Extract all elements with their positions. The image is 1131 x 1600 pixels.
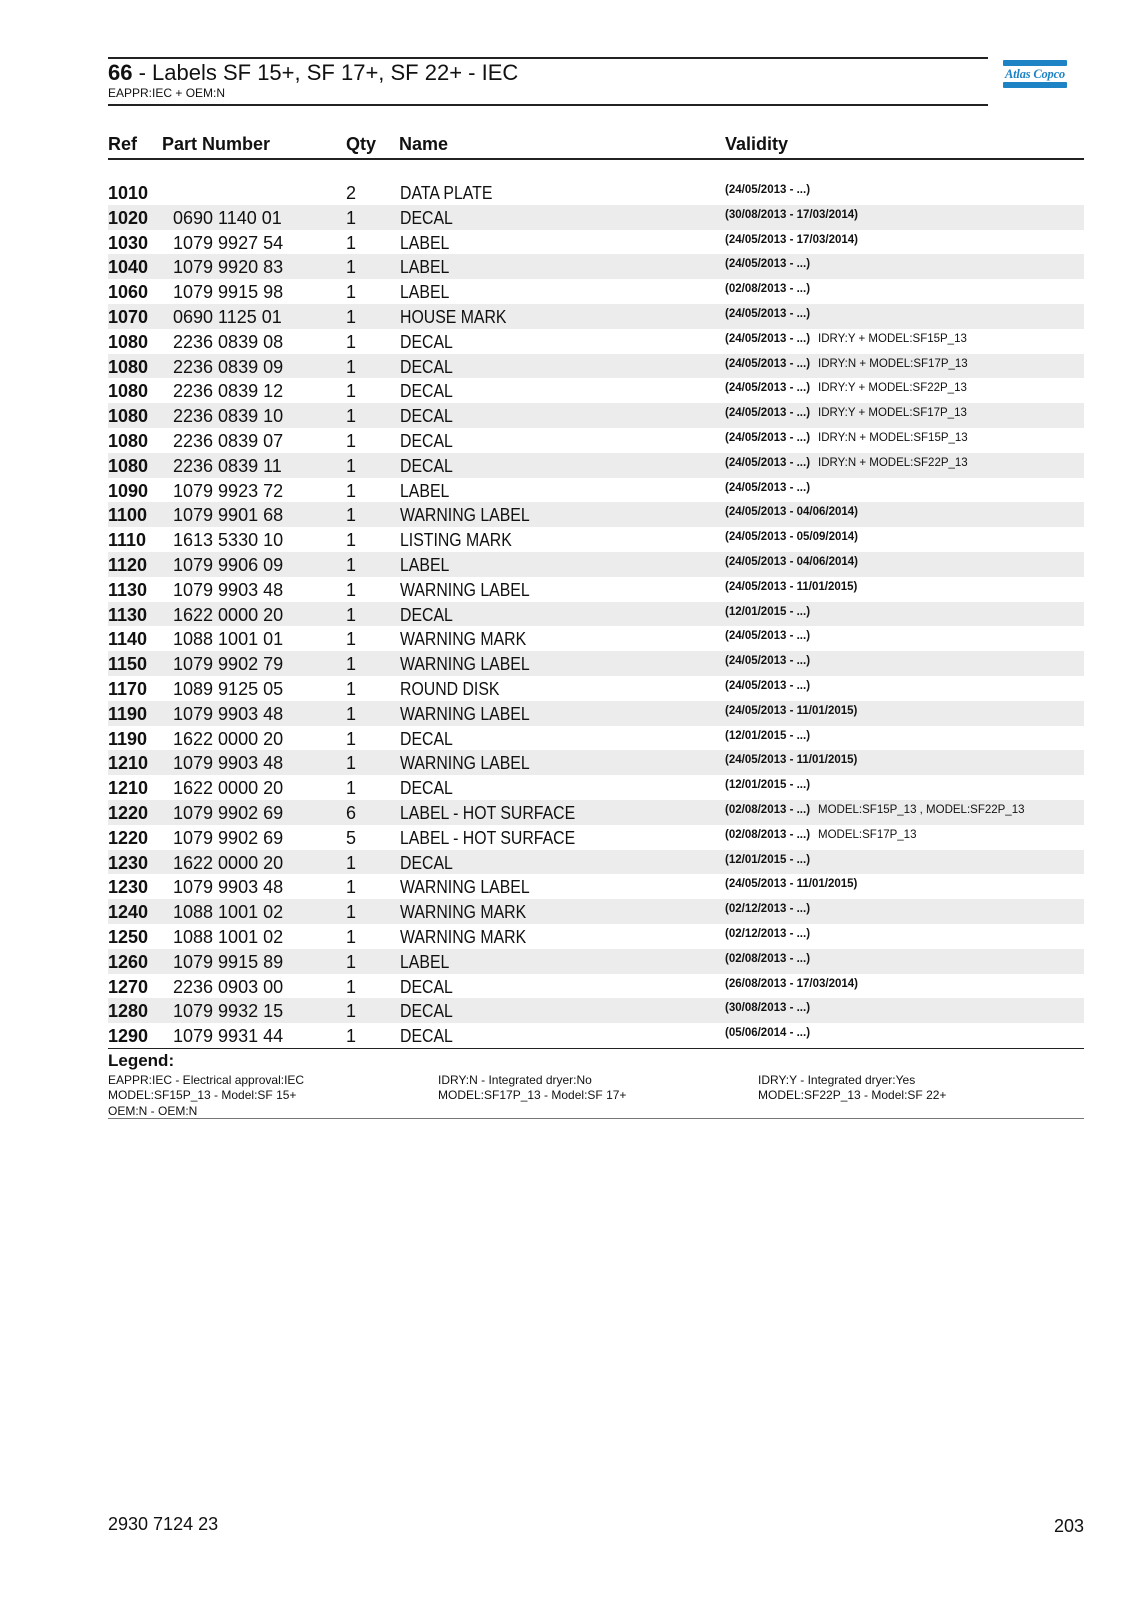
table-cell-name: LABEL - HOT SURFACE xyxy=(400,802,576,823)
table-cell-ref: 1060 xyxy=(108,282,149,303)
validity-date-range: (24/05/2013 - 04/06/2014) xyxy=(725,555,858,568)
validity-date-range: (24/05/2013 - ...) xyxy=(725,655,811,668)
table-cell-part-number: 2236 0839 08 xyxy=(173,331,284,352)
table-cell-qty: 1 xyxy=(346,1026,357,1047)
validity-date-range: (02/12/2013 - ...) xyxy=(725,927,811,940)
table-cell-ref: 1090 xyxy=(108,480,149,501)
table-cell-name: DATA PLATE xyxy=(400,183,493,203)
page-header xyxy=(108,57,988,106)
validity-date-range: (24/05/2013 - ...) xyxy=(725,357,811,370)
table-cell-part-number: 2236 0839 07 xyxy=(173,430,284,451)
table-row xyxy=(108,850,1084,875)
legend-entry: EAPPR:IEC - Electrical approval:IEC xyxy=(108,1072,305,1087)
table-cell-ref: 1110 xyxy=(108,530,147,551)
table-row xyxy=(108,354,1084,379)
table-cell-name: DECAL xyxy=(400,976,453,997)
table-cell-ref: 1240 xyxy=(108,902,149,923)
table-cell-ref: 1100 xyxy=(108,505,148,526)
table-cell-part-number: 1079 9923 72 xyxy=(173,480,284,501)
header-top-rule xyxy=(108,57,988,59)
table-cell-name: WARNING MARK xyxy=(400,926,527,947)
table-cell-part-number: 1079 9901 68 xyxy=(173,505,284,526)
table-cell-name: DECAL xyxy=(400,604,453,625)
validity-date-range: (24/05/2013 - ...) xyxy=(725,258,811,271)
table-row xyxy=(108,230,1084,255)
col-part-number: Part Number xyxy=(162,134,271,154)
logo-text: Atlas Copco xyxy=(1005,67,1065,81)
table-row xyxy=(108,651,1084,676)
table-cell-part-number: 2236 0839 11 xyxy=(173,455,282,476)
table-cell-name: WARNING MARK xyxy=(400,629,527,650)
validity-date-range: (30/08/2013 - 17/03/2014) xyxy=(725,208,858,221)
table-cell-part-number: 1079 9931 44 xyxy=(173,1026,284,1047)
table-cell-qty: 1 xyxy=(346,505,357,526)
table-row xyxy=(108,949,1084,974)
table-cell-ref: 1010 xyxy=(108,183,149,203)
table-cell-qty: 1 xyxy=(346,554,357,575)
table-cell-validity xyxy=(725,531,858,543)
validity-date-range: (24/05/2013 - 05/09/2014) xyxy=(725,531,858,544)
table-cell-ref: 1280 xyxy=(108,1001,149,1022)
parts-table xyxy=(108,130,1084,1119)
table-cell-name: LABEL xyxy=(400,232,450,253)
table-cell-part-number: 1088 1001 01 xyxy=(173,629,284,650)
table-cell-part-number: 1079 9903 48 xyxy=(173,579,284,600)
logo-bottom-bar xyxy=(1003,82,1067,88)
table-cell-ref: 1080 xyxy=(108,381,149,402)
table-cell-name: DECAL xyxy=(400,728,453,749)
table-row xyxy=(108,502,1084,527)
validity-date-range: (24/05/2013 - ...) xyxy=(725,407,811,420)
legend-entry: IDRY:N - Integrated dryer:No xyxy=(438,1072,592,1087)
table-cell-validity xyxy=(725,804,1025,816)
table-cell-qty: 1 xyxy=(346,306,357,327)
table-cell-name: WARNING LABEL xyxy=(400,753,530,774)
table-row xyxy=(108,825,1084,850)
table-cell-name: DECAL xyxy=(400,381,453,402)
legend-entry: MODEL:SF17P_13 - Model:SF 17+ xyxy=(438,1088,627,1103)
table-cell-qty: 1 xyxy=(346,381,357,402)
table-row xyxy=(108,329,1084,354)
atlas-copco-logo xyxy=(1003,60,1067,94)
table-cell-qty: 1 xyxy=(346,232,357,253)
table-cell-validity xyxy=(725,854,810,866)
validity-date-range: (24/05/2013 - ...) xyxy=(725,679,811,692)
table-cell-part-number: 1622 0000 20 xyxy=(173,778,284,799)
table-row xyxy=(108,974,1084,999)
validity-date-range: (24/05/2013 - ...) xyxy=(725,630,811,643)
table-cell-part-number: 1088 1001 02 xyxy=(173,902,284,923)
table-cell-ref: 1040 xyxy=(108,257,149,278)
table-cell-validity xyxy=(725,457,968,469)
validity-date-range: (24/05/2013 - ...) xyxy=(725,431,811,444)
legend-entry: MODEL:SF15P_13 - Model:SF 15+ xyxy=(108,1088,297,1103)
table-cell-validity xyxy=(725,779,810,791)
table-cell-name: DECAL xyxy=(400,430,453,451)
table-cell-ref: 1190 xyxy=(108,703,148,724)
validity-date-range: (02/08/2013 - ...) xyxy=(725,828,811,841)
table-cell-part-number: 1079 9902 69 xyxy=(173,827,284,848)
table-cell-ref: 1080 xyxy=(108,406,149,427)
table-cell-qty: 1 xyxy=(346,728,357,749)
table-cell-name: DECAL xyxy=(400,207,453,228)
table-row xyxy=(108,800,1084,825)
table-cell-part-number: 1079 9906 09 xyxy=(173,554,284,575)
table-cell-name: ROUND DISK xyxy=(400,678,500,699)
validity-date-range: (24/05/2013 - 11/01/2015) xyxy=(725,580,858,593)
validity-date-range: (24/05/2013 - ...) xyxy=(725,332,811,345)
legend xyxy=(108,1048,1084,1119)
table-cell-validity xyxy=(725,258,810,270)
validity-date-range: (12/01/2015 - ...) xyxy=(725,729,811,742)
table-cell-ref: 1080 xyxy=(108,430,149,451)
validity-date-range: (24/05/2013 - ...) xyxy=(725,382,811,395)
table-cell-ref: 1260 xyxy=(108,951,149,972)
table-cell-validity xyxy=(725,1002,810,1014)
table-row xyxy=(108,924,1084,949)
legend-entry: IDRY:Y - Integrated dryer:Yes xyxy=(758,1072,916,1087)
table-cell-qty: 1 xyxy=(346,852,357,873)
table-cell-name: WARNING LABEL xyxy=(400,703,530,724)
table-cell-name: DECAL xyxy=(400,331,453,352)
validity-model-condition: MODEL:SF17P_13 xyxy=(818,828,917,841)
table-cell-qty: 1 xyxy=(346,877,357,898)
table-row xyxy=(108,428,1084,453)
table-cell-name: WARNING LABEL xyxy=(400,579,530,600)
table-cell-qty: 1 xyxy=(346,629,357,650)
table-row xyxy=(108,874,1084,899)
table-cell-qty: 6 xyxy=(346,802,357,823)
table-cell-validity xyxy=(725,754,857,766)
validity-date-range: (02/08/2013 - ...) xyxy=(725,283,811,296)
table-cell-qty: 1 xyxy=(346,406,357,427)
table-cell-part-number: 1079 9915 89 xyxy=(173,951,284,972)
table-cell-qty: 5 xyxy=(346,827,357,848)
validity-date-range: (02/08/2013 - ...) xyxy=(725,803,811,816)
table-cell-validity xyxy=(725,556,858,568)
section-title: - Labels SF 15+, SF 17+, SF 22+ - IEC xyxy=(132,60,519,85)
table-cell-validity xyxy=(725,978,858,990)
table-cell-qty: 1 xyxy=(346,430,357,451)
table-cell-ref: 1130 xyxy=(108,604,148,625)
table-cell-name: LABEL xyxy=(400,257,450,278)
document-number: 2930 7124 23 xyxy=(108,1514,219,1534)
table-cell-qty: 1 xyxy=(346,455,357,476)
legend-entry: OEM:N - OEM:N xyxy=(108,1103,198,1118)
section-number: 66 xyxy=(108,60,133,85)
validity-date-range: (12/01/2015 - ...) xyxy=(725,605,811,618)
table-cell-part-number: 0690 1140 01 xyxy=(173,207,282,228)
table-cell-validity xyxy=(725,407,967,419)
page-title xyxy=(108,60,988,86)
table-row xyxy=(108,750,1084,775)
table-cell-validity xyxy=(725,308,810,320)
table-cell-part-number: 1079 9932 15 xyxy=(173,1001,284,1022)
col-validity: Validity xyxy=(725,134,789,154)
legend-entry: MODEL:SF22P_13 - Model:SF 22+ xyxy=(758,1088,947,1103)
table-row xyxy=(108,478,1084,503)
validity-date-range: (02/08/2013 - ...) xyxy=(725,952,811,965)
table-cell-part-number: 1079 9902 79 xyxy=(173,654,284,675)
table-cell-validity xyxy=(725,928,810,940)
table-cell-qty: 1 xyxy=(346,902,357,923)
table-cell-validity xyxy=(725,209,858,221)
table-cell-qty: 1 xyxy=(346,703,357,724)
table-cell-ref: 1130 xyxy=(108,579,148,600)
validity-date-range: (12/01/2015 - ...) xyxy=(725,779,811,792)
table-cell-validity xyxy=(725,482,810,494)
table-cell-validity xyxy=(725,606,810,618)
table-cell-part-number: 1613 5330 10 xyxy=(173,530,284,551)
table-cell-part-number: 1622 0000 20 xyxy=(173,604,284,625)
validity-model-condition: MODEL:SF15P_13 , MODEL:SF22P_13 xyxy=(818,803,1025,816)
table-cell-qty: 1 xyxy=(346,282,357,303)
validity-model-condition: IDRY:N + MODEL:SF17P_13 xyxy=(818,357,968,370)
table-cell-part-number: 1079 9903 48 xyxy=(173,877,284,898)
validity-model-condition: IDRY:Y + MODEL:SF17P_13 xyxy=(818,407,967,420)
table-cell-part-number: 1622 0000 20 xyxy=(173,852,284,873)
table-cell-validity xyxy=(725,581,857,593)
validity-date-range: (02/12/2013 - ...) xyxy=(725,903,811,916)
validity-date-range: (24/05/2013 - ...) xyxy=(725,307,811,320)
legend-col-3 xyxy=(758,1073,946,1104)
table-cell-validity xyxy=(725,953,810,965)
legend-col-1 xyxy=(108,1073,304,1120)
page-number: 203 xyxy=(1053,1516,1084,1536)
table-cell-validity xyxy=(725,705,857,717)
table-cell-validity xyxy=(725,903,810,915)
table-row xyxy=(108,279,1084,304)
table-cell-qty: 2 xyxy=(346,183,357,203)
table-cell-part-number: 1079 9920 83 xyxy=(173,257,284,278)
table-cell-name: DECAL xyxy=(400,1026,453,1047)
table-cell-validity xyxy=(725,1027,810,1039)
table-cell-ref: 1020 xyxy=(108,207,149,228)
table-cell-qty: 1 xyxy=(346,778,357,799)
table-cell-validity xyxy=(725,333,967,345)
table-cell-name: LABEL xyxy=(400,554,450,575)
table-row xyxy=(108,998,1084,1023)
validity-date-range: (24/05/2013 - 04/06/2014) xyxy=(725,506,858,519)
legend-title: Legend: xyxy=(108,1050,175,1070)
validity-model-condition: IDRY:N + MODEL:SF15P_13 xyxy=(818,431,968,444)
header-bottom-rule xyxy=(108,104,988,106)
table-cell-qty: 1 xyxy=(346,926,357,947)
table-cell-qty: 1 xyxy=(346,678,357,699)
table-cell-name: WARNING LABEL xyxy=(400,505,530,526)
table-cell-ref: 1220 xyxy=(108,802,149,823)
table-cell-part-number: 1088 1001 02 xyxy=(173,926,284,947)
table-row xyxy=(108,626,1084,651)
table-cell-validity xyxy=(725,680,810,692)
table-cell-validity xyxy=(725,730,810,742)
validity-date-range: (12/01/2015 - ...) xyxy=(725,853,811,866)
table-cell-ref: 1190 xyxy=(108,728,148,749)
validity-model-condition: IDRY:Y + MODEL:SF15P_13 xyxy=(818,332,967,345)
table-cell-ref: 1220 xyxy=(108,827,149,848)
table-cell-validity xyxy=(725,829,916,841)
table-row xyxy=(108,676,1084,701)
col-name: Name xyxy=(399,134,449,154)
page-subtitle: EAPPR:IEC + OEM:N xyxy=(108,86,226,100)
table-cell-qty: 1 xyxy=(346,356,357,377)
validity-date-range: (24/05/2013 - 11/01/2015) xyxy=(725,754,858,767)
table-cell-qty: 1 xyxy=(346,753,357,774)
table-cell-validity xyxy=(725,630,810,642)
table-cell-qty: 1 xyxy=(346,1001,357,1022)
table-cell-part-number: 1079 9903 48 xyxy=(173,703,284,724)
table-cell-ref: 1210 xyxy=(108,778,149,799)
table-cell-validity xyxy=(725,283,810,295)
table-row xyxy=(108,180,1084,205)
table-cell-name: LISTING MARK xyxy=(400,530,512,551)
table-cell-qty: 1 xyxy=(346,604,357,625)
table-cell-ref: 1170 xyxy=(108,678,148,699)
table-row xyxy=(108,254,1084,279)
validity-date-range: (24/05/2013 - 11/01/2015) xyxy=(725,704,858,717)
table-cell-qty: 1 xyxy=(346,654,357,675)
table-cell-name: DECAL xyxy=(400,852,453,873)
table-cell-part-number: 1079 9915 98 xyxy=(173,282,284,303)
table-cell-ref: 1210 xyxy=(108,753,149,774)
table-cell-qty: 1 xyxy=(346,331,357,352)
table-row xyxy=(108,1023,1084,1048)
table-cell-part-number: 1089 9125 05 xyxy=(173,678,284,699)
table-cell-ref: 1120 xyxy=(108,554,148,575)
col-qty: Qty xyxy=(346,134,377,154)
table-cell-qty: 1 xyxy=(346,530,357,551)
table-row xyxy=(108,899,1084,924)
validity-date-range: (05/06/2014 - ...) xyxy=(725,1027,811,1040)
table-row xyxy=(108,205,1084,230)
table-row xyxy=(108,527,1084,552)
table-cell-part-number: 1079 9902 69 xyxy=(173,802,284,823)
table-cell-qty: 1 xyxy=(346,579,357,600)
validity-date-range: (26/08/2013 - 17/03/2014) xyxy=(725,977,858,990)
validity-date-range: (24/05/2013 - 17/03/2014) xyxy=(725,233,858,246)
table-cell-name: DECAL xyxy=(400,778,453,799)
table-cell-name: LABEL xyxy=(400,282,450,303)
table-cell-validity xyxy=(725,358,968,370)
table-cell-name: WARNING LABEL xyxy=(400,654,530,675)
table-cell-validity xyxy=(725,184,810,196)
col-ref: Ref xyxy=(108,134,138,154)
table-cell-ref: 1070 xyxy=(108,306,149,327)
validity-date-range: (30/08/2013 - ...) xyxy=(725,1002,811,1015)
table-cell-ref: 1230 xyxy=(108,852,149,873)
table-cell-ref: 1080 xyxy=(108,356,149,377)
table-cell-ref: 1140 xyxy=(108,629,148,650)
table-cell-ref: 1290 xyxy=(108,1026,149,1047)
validity-date-range: (24/05/2013 - ...) xyxy=(725,456,811,469)
legend-col-2 xyxy=(438,1073,626,1104)
table-cell-name: LABEL - HOT SURFACE xyxy=(400,827,576,848)
table-cell-name: DECAL xyxy=(400,356,453,377)
table-cell-qty: 1 xyxy=(346,480,357,501)
table-cell-part-number: 2236 0839 09 xyxy=(173,356,284,377)
table-cell-qty: 1 xyxy=(346,951,357,972)
table-cell-ref: 1030 xyxy=(108,232,149,253)
table-row xyxy=(108,453,1084,478)
table-body xyxy=(108,180,1084,1048)
validity-date-range: (24/05/2013 - 11/01/2015) xyxy=(725,878,858,891)
table-row xyxy=(108,552,1084,577)
table-cell-validity xyxy=(725,234,858,246)
table-row xyxy=(108,378,1084,403)
table-cell-name: LABEL xyxy=(400,951,450,972)
table-row xyxy=(108,403,1084,428)
table-cell-ref: 1080 xyxy=(108,455,149,476)
table-row xyxy=(108,602,1084,627)
table-cell-part-number: 1079 9927 54 xyxy=(173,232,284,253)
table-cell-part-number: 2236 0903 00 xyxy=(173,976,284,997)
table-cell-ref: 1230 xyxy=(108,877,149,898)
table-cell-validity xyxy=(725,382,967,394)
table-cell-name: WARNING LABEL xyxy=(400,877,530,898)
table-cell-name: LABEL xyxy=(400,480,450,501)
table-row xyxy=(108,304,1084,329)
table-header xyxy=(108,130,1084,160)
table-cell-part-number: 1622 0000 20 xyxy=(173,728,284,749)
table-cell-ref: 1250 xyxy=(108,926,149,947)
table-row xyxy=(108,701,1084,726)
validity-model-condition: IDRY:N + MODEL:SF22P_13 xyxy=(818,456,968,469)
table-cell-part-number: 2236 0839 12 xyxy=(173,381,284,402)
table-row xyxy=(108,775,1084,800)
validity-date-range: (24/05/2013 - ...) xyxy=(725,481,811,494)
table-cell-validity xyxy=(725,506,858,518)
table-cell-part-number: 1079 9903 48 xyxy=(173,753,284,774)
table-cell-qty: 1 xyxy=(346,207,357,228)
table-cell-name: DECAL xyxy=(400,455,453,476)
validity-model-condition: IDRY:Y + MODEL:SF22P_13 xyxy=(818,382,967,395)
table-cell-part-number: 2236 0839 10 xyxy=(173,406,284,427)
table-cell-validity xyxy=(725,432,968,444)
table-row xyxy=(108,726,1084,751)
table-cell-validity xyxy=(725,878,857,890)
table-cell-qty: 1 xyxy=(346,257,357,278)
table-cell-ref: 1270 xyxy=(108,976,149,997)
table-cell-qty: 1 xyxy=(346,976,357,997)
table-row xyxy=(108,577,1084,602)
table-cell-validity xyxy=(725,655,810,667)
table-cell-part-number: 0690 1125 01 xyxy=(173,306,282,327)
table-cell-ref: 1150 xyxy=(108,654,148,675)
table-cell-name: DECAL xyxy=(400,406,453,427)
table-cell-name: HOUSE MARK xyxy=(400,306,507,327)
validity-date-range: (24/05/2013 - ...) xyxy=(725,184,811,196)
table-cell-name: WARNING MARK xyxy=(400,902,527,923)
table-cell-name: DECAL xyxy=(400,1001,453,1022)
table-cell-ref: 1080 xyxy=(108,331,149,352)
